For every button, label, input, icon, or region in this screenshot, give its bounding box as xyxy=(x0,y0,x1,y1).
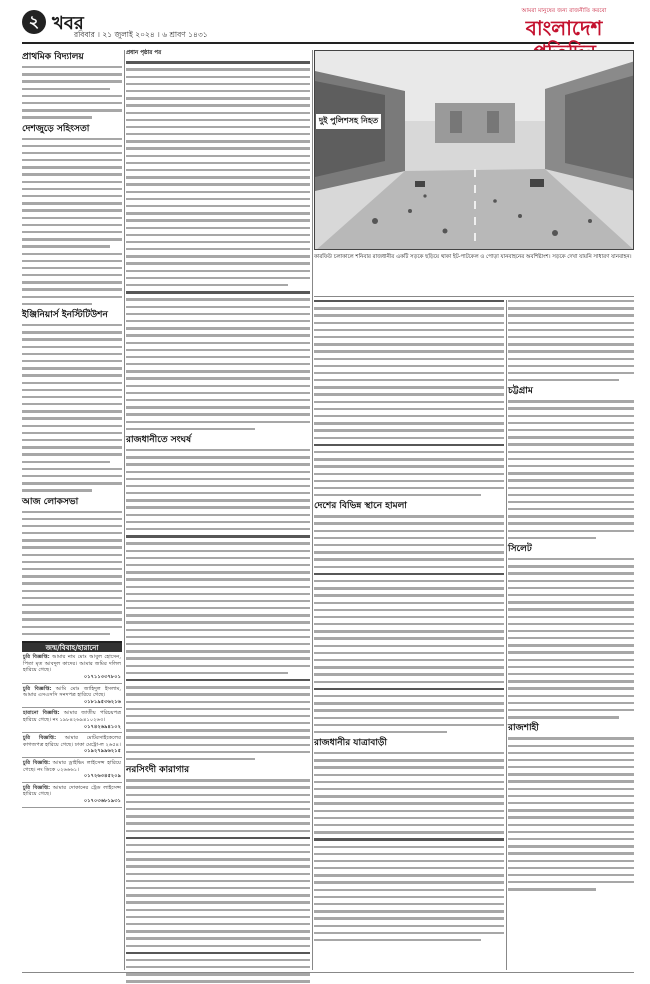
story-body xyxy=(314,515,504,733)
classified-title: চুরি বিজ্ঞপ্তি: xyxy=(23,654,50,661)
masthead-logo xyxy=(494,8,634,42)
dateline: রবিবার । ২১ জুলাই ২০২৪ । ৬ শ্রাবণ ১৪৩১ xyxy=(74,30,208,39)
photo-headline: দুই পুলিশসহ নিহত xyxy=(316,114,381,129)
classified-phone: ০১৭৪২৬৯৪১০২ xyxy=(83,723,121,730)
story-headline: ইঞ্জিনিয়ার্স ইনস্টিটিউশন xyxy=(22,310,108,320)
column-rule xyxy=(312,50,313,970)
section-rule xyxy=(314,296,634,297)
masthead-name: বাংলাদেশ xyxy=(525,16,603,40)
masthead-tagline: আমরা মানুষের জন্য রাজনীতি করবো xyxy=(521,8,607,14)
classified-title: হারানো বিজ্ঞপ্তি: xyxy=(23,710,60,717)
classified-item xyxy=(22,783,122,808)
classified-phone: ০১৭০৩৬৮১৯৩১ xyxy=(83,797,121,804)
column-1 xyxy=(22,50,122,970)
column-rule xyxy=(124,50,125,970)
classified-body: আমি মোঃ জাহিদুল ইসলাম, আমার এসএসসি সনদপত্র হারিয়ে গেছে। xyxy=(23,685,121,699)
story-body xyxy=(314,300,504,496)
classified-item xyxy=(22,708,122,733)
story-body xyxy=(22,324,122,492)
classified-phone: ০১৯২৭৯৯৬২১৫ xyxy=(83,748,121,755)
classified-phone: ০১৭১১৩৩৭৮০১ xyxy=(83,674,121,681)
story-body xyxy=(126,61,310,430)
classified-title: চুরি বিজ্ঞপ্তি: xyxy=(23,760,50,766)
classified-body: আমার জাতীয় পরিচয়পত্র হারিয়ে গেছে। নং ১৯৮৪২৬৯৪১০২৬৩। xyxy=(23,710,122,724)
story-body xyxy=(126,449,310,760)
story-subhead: নরসিংদী কারাগার xyxy=(126,765,190,776)
story-subhead: চট্টগ্রাম xyxy=(508,386,533,397)
footer-rule xyxy=(22,972,634,973)
page-number: ২ xyxy=(22,10,46,34)
story-subhead: দেশের বিভিন্ন স্থানে হামলা xyxy=(314,501,407,512)
page-header xyxy=(22,8,634,44)
story-headline: দেশজুড়ে সহিংসতা xyxy=(22,123,90,134)
column-rule xyxy=(506,300,507,970)
news-photo xyxy=(314,50,634,250)
classified-body: আমার নাম মোঃ আবুল হোসেন, পিতা মৃত আবদুল কাদের। আমার জমির দলিল হারিয়ে গেছে। xyxy=(23,654,121,674)
classified-body: আমার দোকানের ট্রেড লাইসেন্স হারিয়ে গেছে। xyxy=(23,784,121,798)
classified-item xyxy=(22,758,122,783)
classified-body: আমার মোটরসাইকেলের কাগজপত্র হারিয়ে গেছে। ঢাকা মেট্রো-ল ২৬৫৪। xyxy=(23,735,121,748)
classified-phone: ০১৮১৯৫৩৬২১৬ xyxy=(83,698,121,705)
story-subhead: রাজধানীতে সংঘর্ষ xyxy=(126,434,192,445)
classified-item xyxy=(22,733,122,758)
classified-item xyxy=(22,684,122,709)
story-body xyxy=(508,300,634,381)
story-body xyxy=(22,66,122,119)
section-name: খবর xyxy=(52,13,84,34)
classified-title: চুরি বিজ্ঞপ্তি: xyxy=(23,685,52,692)
story-subhead: রাজধানীর যাত্রাবাড়ী xyxy=(314,738,387,749)
column-2 xyxy=(126,50,310,970)
classified-phone: ০১৭২৬৩৪৫২০৯ xyxy=(83,773,121,780)
column-3 xyxy=(314,300,504,970)
story-body xyxy=(22,138,122,306)
story-body xyxy=(508,400,634,539)
story-body xyxy=(314,752,504,941)
column-4 xyxy=(508,300,634,970)
classified-box xyxy=(22,641,122,807)
classified-body: আমার ড্রাইভিং লাইসেন্স হারিয়ে গেছে। নং ডিকে ০২৬৬৬১। xyxy=(23,760,121,773)
story-headline: প্রাথমিক বিদ্যালয় xyxy=(22,52,84,62)
paragraph-lead: প্রধান পৃষ্ঠার পর xyxy=(126,50,162,56)
story-body xyxy=(508,737,634,890)
story-headline: আজ লোকসভা xyxy=(22,496,79,507)
story-body xyxy=(508,558,634,719)
street-scene-image xyxy=(315,51,634,250)
classified-title: চুরি বিজ্ঞপ্তি: xyxy=(23,784,51,791)
story-body xyxy=(22,511,122,636)
story-subhead: সিলেট xyxy=(508,544,532,554)
classified-item xyxy=(22,652,122,683)
story-body xyxy=(126,779,310,984)
story-subhead: রাজশাহী xyxy=(508,723,539,734)
photo-caption: কারফিউ চলাকালে শনিবার রাজধানীর একটি সড়কে ছড়িয়ে থাকা ইট-পাটকেল ও পোড়া যানবাহনের অবশিষ্টাংশ। সড়কে দেখা যায়নি সাধারণ যানবাহন। xyxy=(314,254,632,260)
classified-title: চুরি বিজ্ঞপ্তি: xyxy=(23,735,56,742)
classified-heading: জন্ম/বিবাহ/হারানো xyxy=(22,643,122,652)
paragraph xyxy=(126,50,310,57)
